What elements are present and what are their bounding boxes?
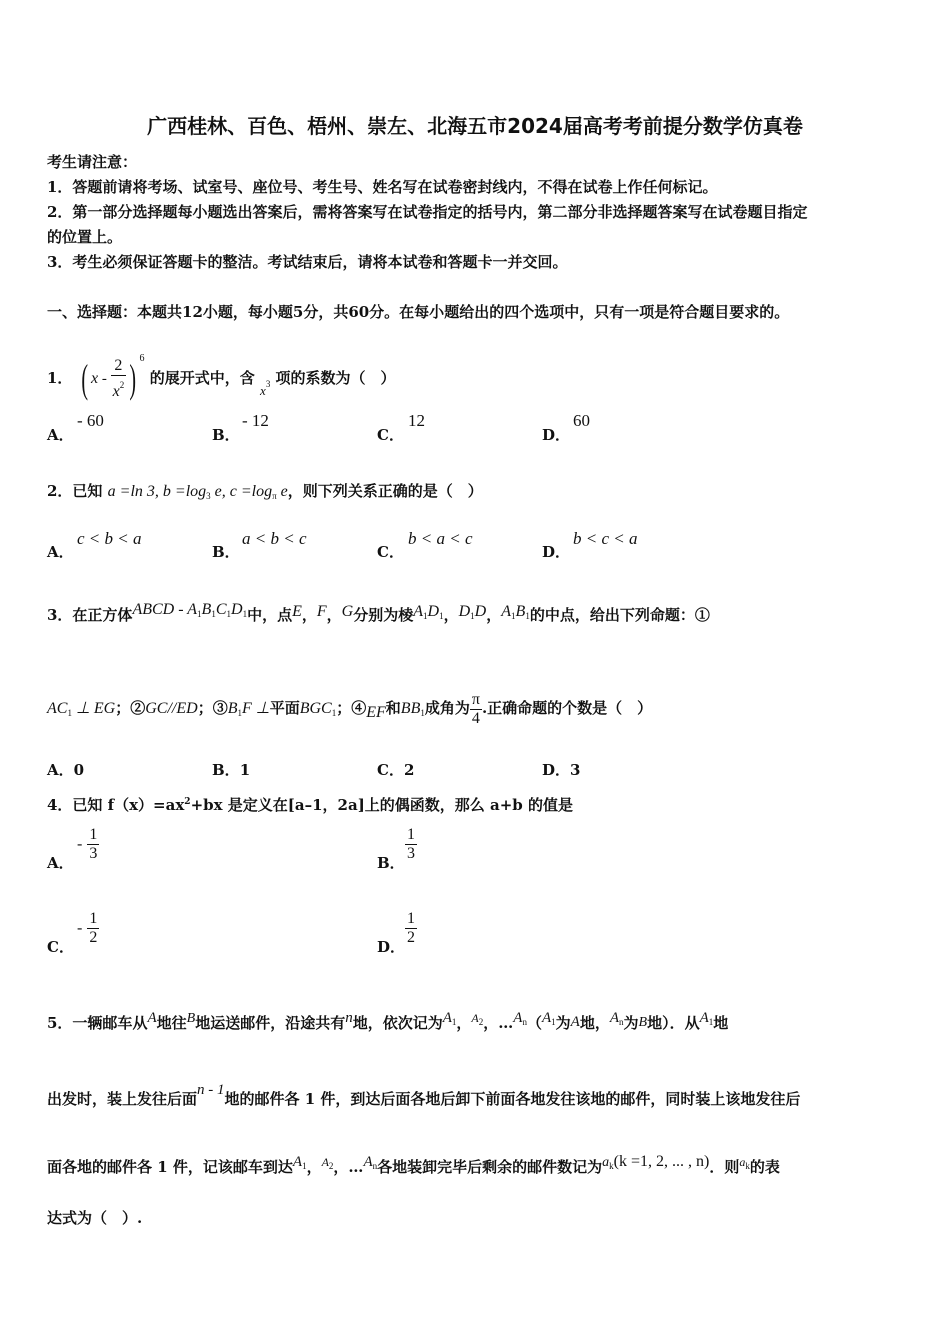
question-3-line-2	[47, 686, 652, 735]
q3-comma-2: ，	[326, 606, 342, 624]
q3-pi-over-4: $\frac{\pi}{4}$	[471, 690, 480, 727]
q2-option-b-value: a < b < c	[242, 529, 307, 548]
q3-edge-2: $D_1D$	[458, 603, 487, 621]
question-4: 4．已知 $f(x)=ax^2+bx$ 是定义在[a–1，2a]上的偶函数，那么 a+b 的值是	[47, 796, 574, 814]
q3-sep-1: ；②	[115, 699, 146, 717]
q1-option-d[interactable]: D．	[542, 426, 571, 444]
q1-x: x	[91, 370, 99, 387]
q3-option-b[interactable]: B．1	[212, 761, 251, 779]
q3-prop-2: GC//ED	[145, 700, 198, 717]
q3-plane-name: $BGC_1$	[299, 700, 337, 718]
q3-edge-3: $A_1B_1$	[501, 603, 530, 621]
q1-option-b-value: - 12	[242, 411, 269, 430]
q3-point-g: G	[341, 603, 354, 620]
q3-prop-3: $B_1F$ ⊥	[227, 700, 270, 718]
right-paren: )	[129, 356, 137, 401]
q2-number: 2．已知	[47, 482, 103, 500]
q1-option-d-value: 60	[573, 411, 590, 430]
q3-text2: 分别为棱	[353, 606, 414, 624]
q3-bb1: $BB_1$	[400, 700, 425, 718]
q1-text2: 项的系数为（ ）	[275, 369, 396, 387]
q3-comma-1: ，	[301, 606, 317, 624]
q1-minus: -	[98, 371, 111, 387]
q1-number: 1．	[47, 369, 73, 387]
notice-item-2-cont: 的位置上。	[47, 228, 123, 246]
left-paren: (	[81, 356, 88, 401]
question-2	[47, 478, 483, 509]
q1-option-a[interactable]: A．	[47, 426, 74, 444]
q3-comma-4: ，	[486, 606, 502, 624]
q2-option-a-value: c < b < a	[77, 529, 142, 548]
notice-item-1: 1．答题前请将考场、试室号、座位号、考生号、姓名写在试卷密封线内，不得在试卷上作任何标记。	[47, 178, 718, 196]
q4-option-a-value: - $\frac{1}{3}$	[77, 826, 98, 862]
q1-term: $x^3$	[260, 379, 271, 398]
q3-text1: 中，点	[247, 606, 293, 624]
q1-option-c-value: 12	[408, 411, 425, 430]
question-5-line-2: 出发时，装上发往后面n - 1地的邮件各 1 件，到达后面各地后卸下前面各地发往该地的邮件，同时装上该地发往后	[47, 1082, 801, 1108]
q3-point-e: E	[292, 603, 302, 620]
q1-power: 6	[139, 353, 145, 364]
q3-cube: ABCD - $A_1B_1C_1D_1$	[132, 601, 248, 619]
q4-option-a[interactable]: A．	[47, 854, 74, 872]
q3-angle-text: 成角为	[424, 699, 470, 717]
q2-option-c-value: b < a < c	[408, 529, 473, 548]
q4-option-d[interactable]: D．	[377, 938, 406, 956]
q3-and: 和	[385, 699, 401, 717]
q3-prop-1: $AC_1$ ⊥ EG	[47, 700, 116, 718]
q3-prop-4: EF	[366, 704, 386, 721]
section-heading: 一、选择题：本题共12小题，每小题5分，共60分。在每小题给出的四个选项中，只有一项是符合题目要求的。	[47, 303, 790, 321]
q2-expression: a =ln 3, $b =\log_3$ e, $c =\log_\pi$ e	[107, 483, 288, 501]
q1-option-b[interactable]: B．	[212, 426, 240, 444]
question-5-line-4: 达式为（ ）.	[47, 1209, 143, 1227]
q1-frac-den: x	[112, 383, 120, 400]
question-5-line-3: 面各地的邮件各 1 件，记该邮车到达$A_1$，$^{A_2}$，$\dots A_n$各地装卸完毕后剩余的邮件数记为$a_k(k =1$, 2, ... , n)．则$^{a_k}$的表	[47, 1153, 780, 1176]
q3-number: 3．在正方体	[47, 606, 133, 624]
notice-item-2: 2．第一部分选择题每小题选出答案后，需将答案写在试卷指定的括号内，第二部分非选择题答案写在试卷题目指定	[47, 203, 808, 221]
q2-option-d[interactable]: D．	[542, 543, 571, 561]
q4-option-b-value: $\frac{1}{3}$	[407, 826, 415, 862]
q2-text: ，则下列关系正确的是（ ）	[287, 482, 483, 500]
q3-point-f: F	[316, 603, 327, 620]
q3-option-d[interactable]: D．3	[542, 761, 581, 779]
q3-sep-3: ；④	[336, 699, 367, 717]
q2-option-d-value: b < c < a	[573, 529, 638, 548]
question-1	[47, 336, 396, 414]
q4-option-b[interactable]: B．	[377, 854, 405, 872]
q2-option-a[interactable]: A．	[47, 543, 74, 561]
q3-text3: 的中点，给出下列命题：①	[529, 606, 710, 624]
q3-edge-1: $A_1D_1$	[413, 603, 444, 621]
q2-option-b[interactable]: B．	[212, 543, 240, 561]
q4-option-c-value: - $\frac{1}{2}$	[77, 910, 98, 946]
q3-option-c[interactable]: C．2	[377, 761, 415, 779]
q3-plane: 平面	[269, 699, 300, 717]
q2-option-c[interactable]: C．	[377, 543, 404, 561]
q1-option-c[interactable]: C．	[377, 426, 404, 444]
exam-title: 广西桂林、百色、梧州、崇左、北海五市2024届高考考前提分数学仿真卷	[147, 114, 803, 138]
question-5-line-1: 5．一辆邮车从A地往B地运送邮件，沿途共有n地，依次记为$A_1$，$^{A_2}$，$\dots A_n(A_1$为A地，$A_n$为B地）．从$A_1$地	[47, 1010, 729, 1032]
q4-option-d-value: $\frac{1}{2}$	[407, 910, 415, 946]
q3-option-a[interactable]: A．0	[47, 761, 85, 779]
q3-comma-3: ，	[443, 606, 459, 624]
q1-frac-num: 2	[111, 357, 127, 376]
question-3-line-1	[47, 596, 710, 630]
q3-sep-2: ；③	[197, 699, 228, 717]
q3-text4: .正确命题的个数是（ ）	[481, 699, 653, 717]
q1-frac-den-exp: 2	[119, 380, 125, 390]
q1-option-a-value: - 60	[77, 411, 104, 430]
q1-fraction	[111, 357, 127, 401]
q1-text1: 的展开式中，含	[149, 369, 255, 387]
q4-option-c[interactable]: C．	[47, 938, 74, 956]
notice-heading: 考生请注意：	[47, 153, 138, 171]
notice-item-3: 3．考生必须保证答题卡的整洁。考试结束后，请将本试卷和答题卡一并交回。	[47, 253, 568, 271]
